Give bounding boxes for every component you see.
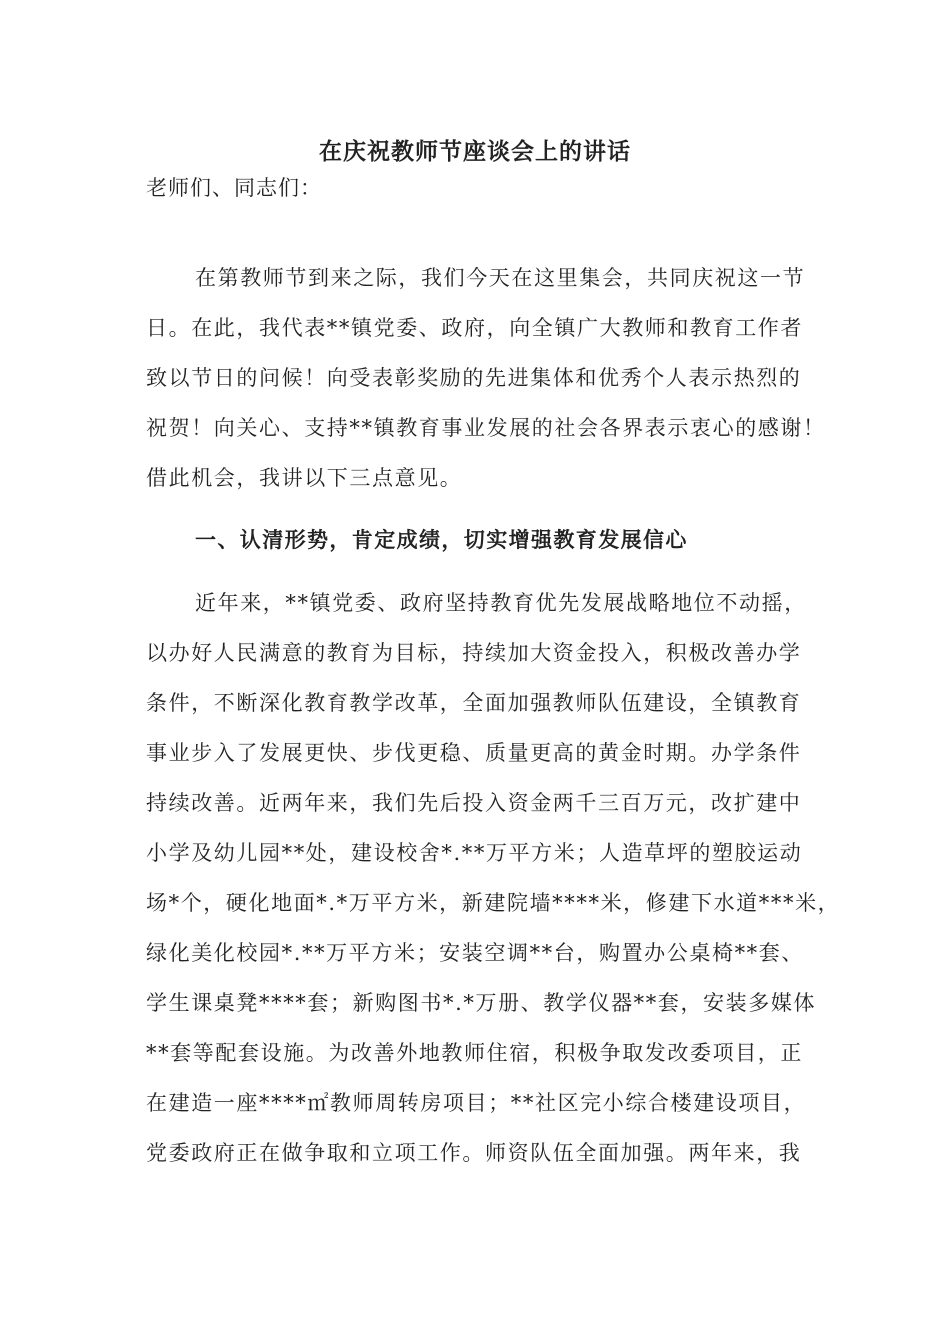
paragraph-line: **套等配套设施。为改善外地教师住宿，积极争取发改委项目，正 [146,1041,803,1065]
paragraph-line: 小学及幼儿园**处，建设校舍*.**万平方米；人造草坪的塑胶运动 [146,841,803,865]
paragraph-line: 以办好人民满意的教育为目标，持续加大资金投入，积极改善办学 [146,641,802,665]
paragraph-line: 在建造一座****㎡教师周转房项目；**社区完小综合楼建设项目， [146,1091,807,1115]
paragraph-line: 日。在此，我代表**镇党委、政府，向全镇广大教师和教育工作者 [146,316,803,340]
document-title: 在庆祝教师节座谈会上的讲话 [319,138,631,165]
paragraph-line: 致以节日的问候！向受表彰奖励的先进集体和优秀个人表示热烈的 [146,366,802,390]
paragraph-line: 持续改善。近两年来，我们先后投入资金两千三百万元，改扩建中 [146,791,802,815]
paragraph-line: 党委政府正在做争取和立项工作。师资队伍全面加强。两年来，我 [146,1141,802,1165]
salutation: 老师们、同志们： [146,176,322,200]
paragraph-line: 近年来，**镇党委、政府坚持教育优先发展战略地位不动摇， [195,591,807,615]
paragraph-line: 学生课桌凳****套；新购图书*.*万册、教学仪器**套，安装多媒体 [146,991,817,1015]
paragraph-line: 事业步入了发展更快、步伐更稳、质量更高的黄金时期。办学条件 [146,741,802,765]
paragraph-line: 祝贺！向关心、支持**镇教育事业发展的社会各界表示衷心的感谢！ [146,416,826,440]
section-heading: 一、认清形势，肯定成绩，切实增强教育发展信心 [195,527,688,552]
paragraph-line: 在第教师节到来之际，我们今天在这里集会，共同庆祝这一节 [195,266,806,290]
paragraph-line: 借此机会，我讲以下三点意见。 [146,466,463,490]
paragraph-line: 条件，不断深化教育教学改革，全面加强教师队伍建设，全镇教育 [146,691,802,715]
paragraph-line: 场*个，硬化地面*.*万平方米，新建院墙****米，修建下水道***米， [146,891,841,915]
paragraph-line: 绿化美化校园*.**万平方米；安装空调**台，购置办公桌椅**套、 [146,941,804,965]
